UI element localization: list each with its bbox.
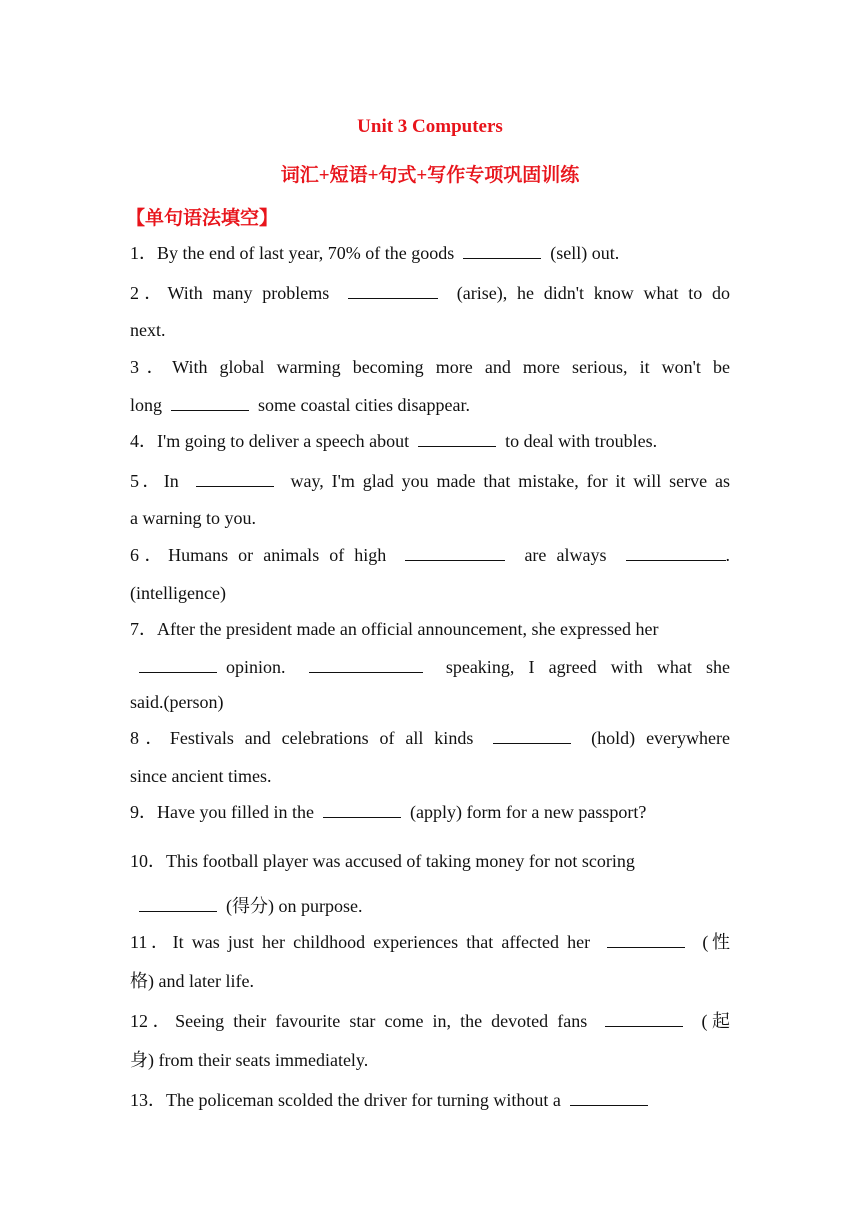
question-5: 5．In way, I'm glad you made that mistake, for it will serve as (130, 471, 731, 491)
question-12-cont: 身) from their seats immediately. (130, 1050, 369, 1070)
question-5-cont: a warning to you. (130, 508, 256, 528)
answer-blank[interactable] (463, 242, 541, 259)
question-9: 9．Have you filled in the (apply) form for a new passport? (130, 802, 647, 822)
question-4: 4．I'm going to deliver a speech about to deal with troubles. (130, 431, 658, 451)
answer-blank[interactable] (171, 394, 249, 411)
question-8: 8．Festivals and celebrations of all kinds (hold) everywhere (130, 728, 731, 748)
question-6-cont: (intelligence) (130, 583, 226, 603)
question-7-cont: opinion. speaking, I agreed with what she (130, 655, 730, 679)
answer-blank[interactable] (570, 1089, 648, 1106)
document-title: Unit 3 Computers (357, 116, 503, 137)
question-12: 12．Seeing their favourite star come in, the devoted fans (起 (130, 1011, 731, 1031)
document-subtitle: 词汇+短语+句式+写作专项巩固训练 (280, 165, 580, 186)
question-13: 13．The policeman scolded the driver for turning without a (130, 1088, 730, 1112)
section-heading: 【单句语法填空】 (126, 208, 279, 229)
answer-blank[interactable] (196, 470, 274, 487)
answer-blank[interactable] (309, 656, 423, 673)
answer-blank[interactable] (139, 895, 217, 912)
answer-blank[interactable] (405, 544, 505, 561)
answer-blank[interactable] (418, 430, 496, 447)
question-10: 10．This football player was accused of taking money for not scoring (130, 851, 635, 871)
answer-blank[interactable] (605, 1010, 683, 1027)
question-3-cont: long some coastal cities disappear. (130, 395, 470, 415)
question-7: 7．After the president made an official announcement, she expressed her (130, 619, 659, 639)
answer-blank[interactable] (607, 931, 685, 948)
answer-blank[interactable] (139, 656, 217, 673)
question-2: 2．With many problems (arise), he didn't know what to do (130, 283, 731, 303)
question-7-end: said.(person) (130, 692, 224, 712)
question-6: 6．Humans or animals of high are always . (130, 545, 731, 565)
question-11: 11．It was just her childhood experiences that affected her (性 (130, 932, 731, 952)
question-8-cont: since ancient times. (130, 766, 272, 786)
question-2-cont: next. (130, 320, 166, 340)
question-1: 1．By the end of last year, 70% of the goods (sell) out. (130, 243, 620, 263)
answer-blank[interactable] (348, 282, 438, 299)
question-11-cont: 格) and later life. (130, 971, 254, 991)
answer-blank[interactable] (626, 544, 726, 561)
answer-blank[interactable] (493, 727, 571, 744)
question-3: 3．With global warming becoming more and more serious, it won't be (130, 357, 730, 377)
answer-blank[interactable] (323, 801, 401, 818)
question-10-cont: (得分) on purpose. (130, 894, 730, 918)
